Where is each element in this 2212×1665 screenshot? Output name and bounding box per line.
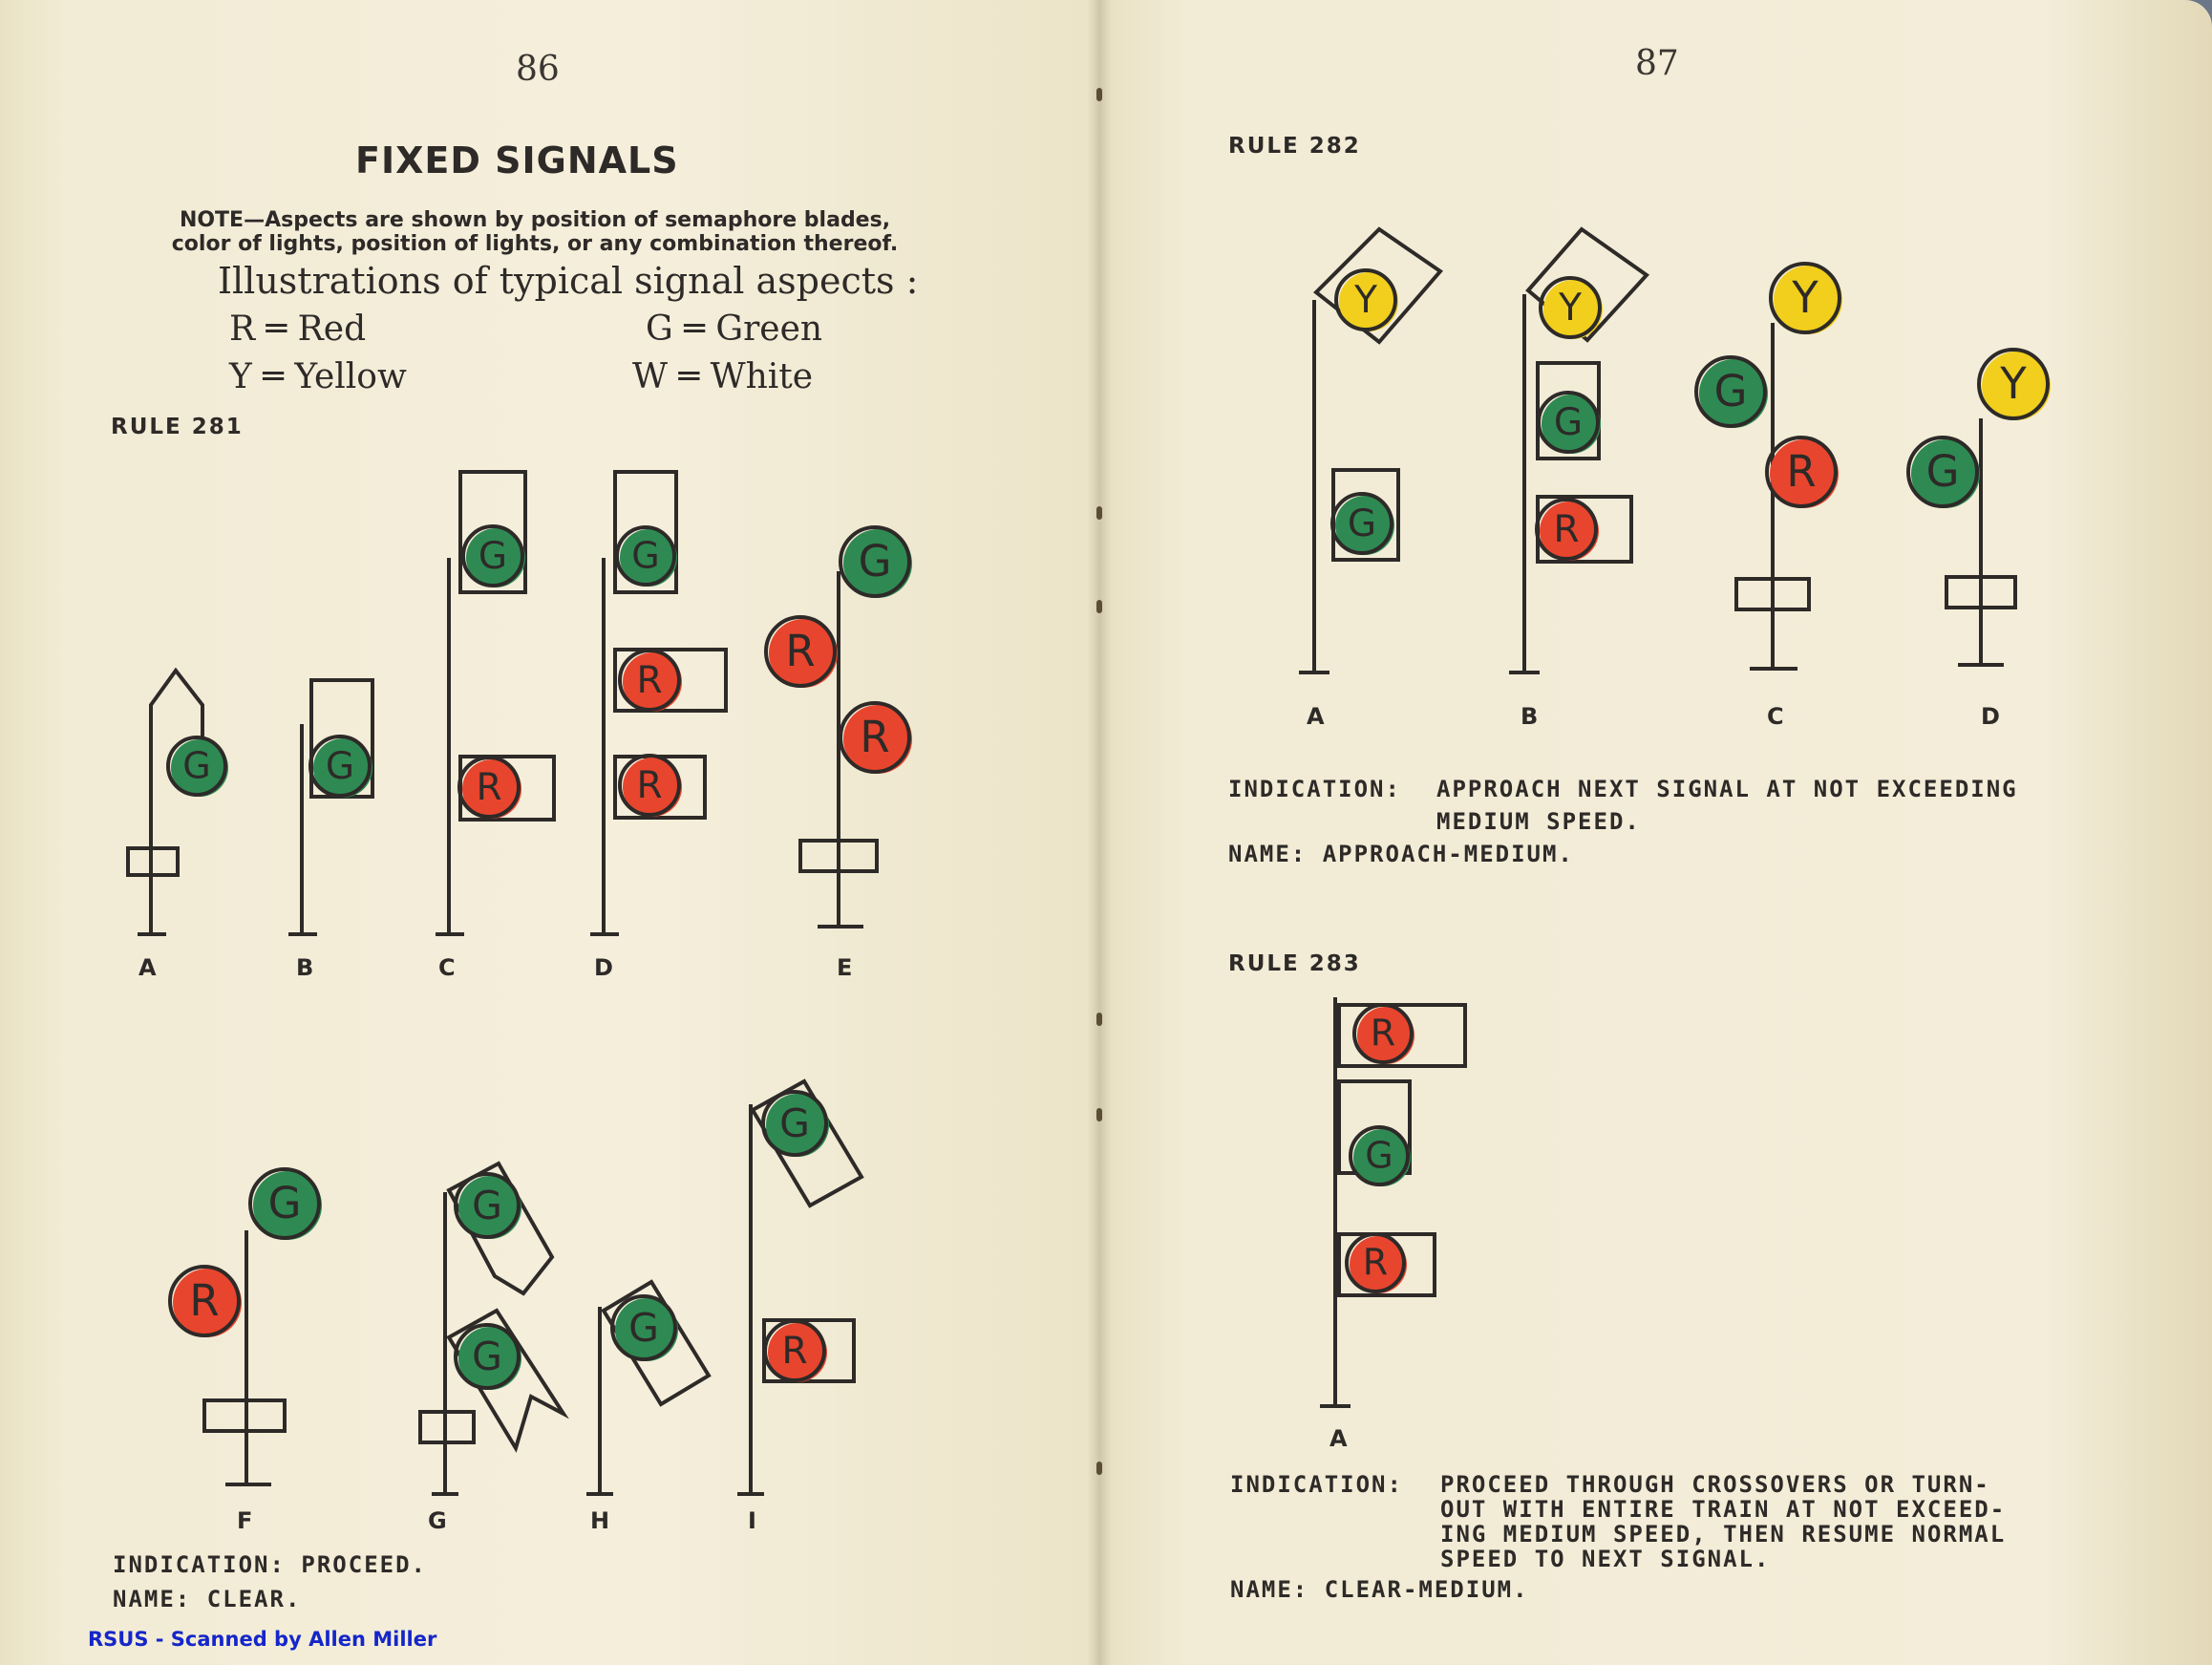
lamp-red-signal-281-c bbox=[459, 758, 521, 819]
legend-yellow: Y ═ Yellow bbox=[229, 357, 407, 396]
lamp-green-signal-282-c bbox=[1696, 357, 1768, 428]
lamp-letter: G bbox=[779, 1099, 810, 1146]
rule-282-label-a: A bbox=[1307, 703, 1325, 730]
signal-label-i: I bbox=[748, 1507, 756, 1534]
rule-283-indication-line-4: SPEED TO NEXT SIGNAL. bbox=[1440, 1546, 1771, 1572]
rule-282-label-c: C bbox=[1767, 703, 1784, 730]
page-number: 86 bbox=[516, 50, 560, 89]
lamp-letter: G bbox=[478, 535, 508, 579]
rule-283-name: NAME: CLEAR-MEDIUM. bbox=[1230, 1576, 1529, 1603]
lamp-red-signal-281-d bbox=[620, 651, 682, 712]
lamp-letter: G bbox=[472, 1333, 502, 1379]
lamp-red-signal-283-a bbox=[1347, 1234, 1407, 1293]
page-title: FIXED SIGNALS bbox=[355, 139, 679, 181]
lamp-letter: G bbox=[472, 1182, 502, 1228]
lamp-letter: R bbox=[189, 1275, 220, 1327]
rule-282-indication-label: INDICATION: bbox=[1228, 776, 1401, 802]
lamp-letter: G bbox=[325, 745, 355, 789]
rule-282-heading: RULE 282 bbox=[1228, 134, 1361, 159]
lamp-red-signal-281-i bbox=[765, 1321, 827, 1382]
note-line-2: color of lights, position of lights, or any combination thereof. bbox=[171, 232, 899, 256]
lamp-green-signal-282-d bbox=[1908, 438, 1980, 508]
lamp-red-signal-283-a bbox=[1354, 1005, 1414, 1064]
lamp-green-signal-281-d bbox=[617, 527, 677, 587]
rule-281-indication: INDICATION: PROCEED. bbox=[113, 1551, 427, 1578]
lamp-red-signal-281-e bbox=[840, 703, 912, 774]
lamp-green-signal-281-g bbox=[456, 1325, 521, 1390]
signal-label-d: D bbox=[594, 954, 613, 981]
legend-white: W ═ White bbox=[632, 357, 814, 396]
lamp-letter: Y bbox=[1354, 279, 1377, 323]
lamp-letter: R bbox=[1553, 508, 1580, 552]
lamp-letter: G bbox=[631, 534, 660, 577]
lamp-green-signal-281-f bbox=[250, 1169, 322, 1240]
lamp-letter: R bbox=[636, 659, 663, 703]
lamp-letter: R bbox=[860, 712, 890, 763]
lamp-green-signal-281-g bbox=[456, 1174, 521, 1239]
lamp-letter: Y bbox=[2000, 358, 2027, 410]
lamp-red-signal-282-b bbox=[1537, 500, 1599, 561]
lamp-letter: Y bbox=[1559, 287, 1582, 331]
lamp-green-signal-282-a bbox=[1332, 494, 1394, 555]
lamp-green-signal-283-a bbox=[1351, 1127, 1411, 1186]
legend-green: G ═ Green bbox=[646, 310, 823, 349]
rule-281-heading: RULE 281 bbox=[111, 415, 244, 439]
lamp-letter: G bbox=[1925, 446, 1960, 498]
rule-282-name: NAME: APPROACH-MEDIUM. bbox=[1228, 841, 1574, 867]
rule-283-indication-line-3: ING MEDIUM SPEED, THEN RESUME NORMAL bbox=[1440, 1521, 2007, 1548]
rule-282-label-d: D bbox=[1981, 703, 2000, 730]
lamp-yellow-signal-282-a bbox=[1336, 270, 1398, 331]
signal-label-b: B bbox=[296, 954, 314, 981]
illustrations-heading: Illustrations of typical signal aspects : bbox=[218, 260, 919, 302]
signal-label-h: H bbox=[590, 1507, 610, 1534]
lamp-letter: R bbox=[1786, 446, 1817, 498]
lamp-letter: R bbox=[476, 766, 502, 810]
rule-283-indication-line-1: PROCEED THROUGH CROSSOVERS OR TURN- bbox=[1440, 1471, 1990, 1498]
rule-283-indication-label: INDICATION: bbox=[1230, 1471, 1403, 1498]
lamp-letter: R bbox=[636, 764, 663, 808]
lamp-green-signal-281-h bbox=[612, 1296, 678, 1361]
lamp-green-signal-281-e bbox=[840, 527, 912, 598]
rule-282-label-b: B bbox=[1521, 703, 1539, 730]
legend-red: R ═ Red bbox=[229, 310, 367, 349]
page-number: 87 bbox=[1635, 44, 1679, 83]
signal-label-c: C bbox=[438, 954, 456, 981]
signal-label-a: A bbox=[138, 954, 157, 981]
lamp-green-signal-281-c bbox=[463, 526, 525, 587]
signal-281-a bbox=[128, 671, 202, 934]
lamp-letter: G bbox=[182, 744, 211, 787]
lamp-letter: G bbox=[628, 1304, 659, 1351]
scan-credit: RSUS - Scanned by Allen Miller bbox=[88, 1628, 437, 1651]
lamp-letter: G bbox=[1365, 1134, 1393, 1177]
lamp-green-signal-281-b bbox=[310, 736, 372, 798]
lamp-yellow-signal-282-d bbox=[1979, 350, 2051, 420]
rule-281-name: NAME: CLEAR. bbox=[113, 1586, 302, 1612]
lamp-green-signal-281-a bbox=[168, 737, 228, 797]
lamp-letter: R bbox=[1362, 1241, 1389, 1284]
lamp-letter: G bbox=[1347, 502, 1377, 546]
lamp-red-signal-281-e bbox=[766, 617, 838, 688]
lamp-letter: Y bbox=[1792, 272, 1819, 324]
note-line-1: NOTE—Aspects are shown by position of semaphore blades, bbox=[179, 208, 891, 232]
lamp-yellow-signal-282-b bbox=[1541, 278, 1603, 339]
lamp-yellow-signal-282-c bbox=[1771, 264, 1842, 334]
lamp-red-signal-282-c bbox=[1767, 438, 1839, 508]
lamp-letter: G bbox=[1553, 401, 1584, 445]
rule-282-indication-line-1: APPROACH NEXT SIGNAL AT NOT EXCEEDING bbox=[1436, 776, 2018, 802]
rule-282-indication-line-2: MEDIUM SPEED. bbox=[1436, 808, 1641, 835]
signal-label-e: E bbox=[837, 954, 853, 981]
lamp-letter: G bbox=[1713, 366, 1748, 417]
signal-281-b bbox=[290, 680, 372, 934]
rule-283-indication-line-2: OUT WITH ENTIRE TRAIN AT NOT EXCEED- bbox=[1440, 1496, 2007, 1523]
signal-label-f: F bbox=[237, 1507, 253, 1534]
lamp-green-signal-282-b bbox=[1539, 393, 1601, 454]
lamp-letter: G bbox=[267, 1178, 302, 1229]
lamp-green-signal-281-i bbox=[763, 1092, 829, 1157]
lamp-red-signal-281-d bbox=[620, 756, 682, 817]
lamp-letter: R bbox=[1370, 1012, 1396, 1055]
lamp-letter: R bbox=[781, 1330, 808, 1374]
lamp-letter: G bbox=[858, 536, 892, 587]
lamp-letter: R bbox=[785, 626, 816, 677]
rule-283-label-a: A bbox=[1329, 1425, 1348, 1452]
rule-283-heading: RULE 283 bbox=[1228, 951, 1361, 976]
signal-label-g: G bbox=[428, 1507, 447, 1534]
lamp-red-signal-281-f bbox=[170, 1267, 242, 1337]
